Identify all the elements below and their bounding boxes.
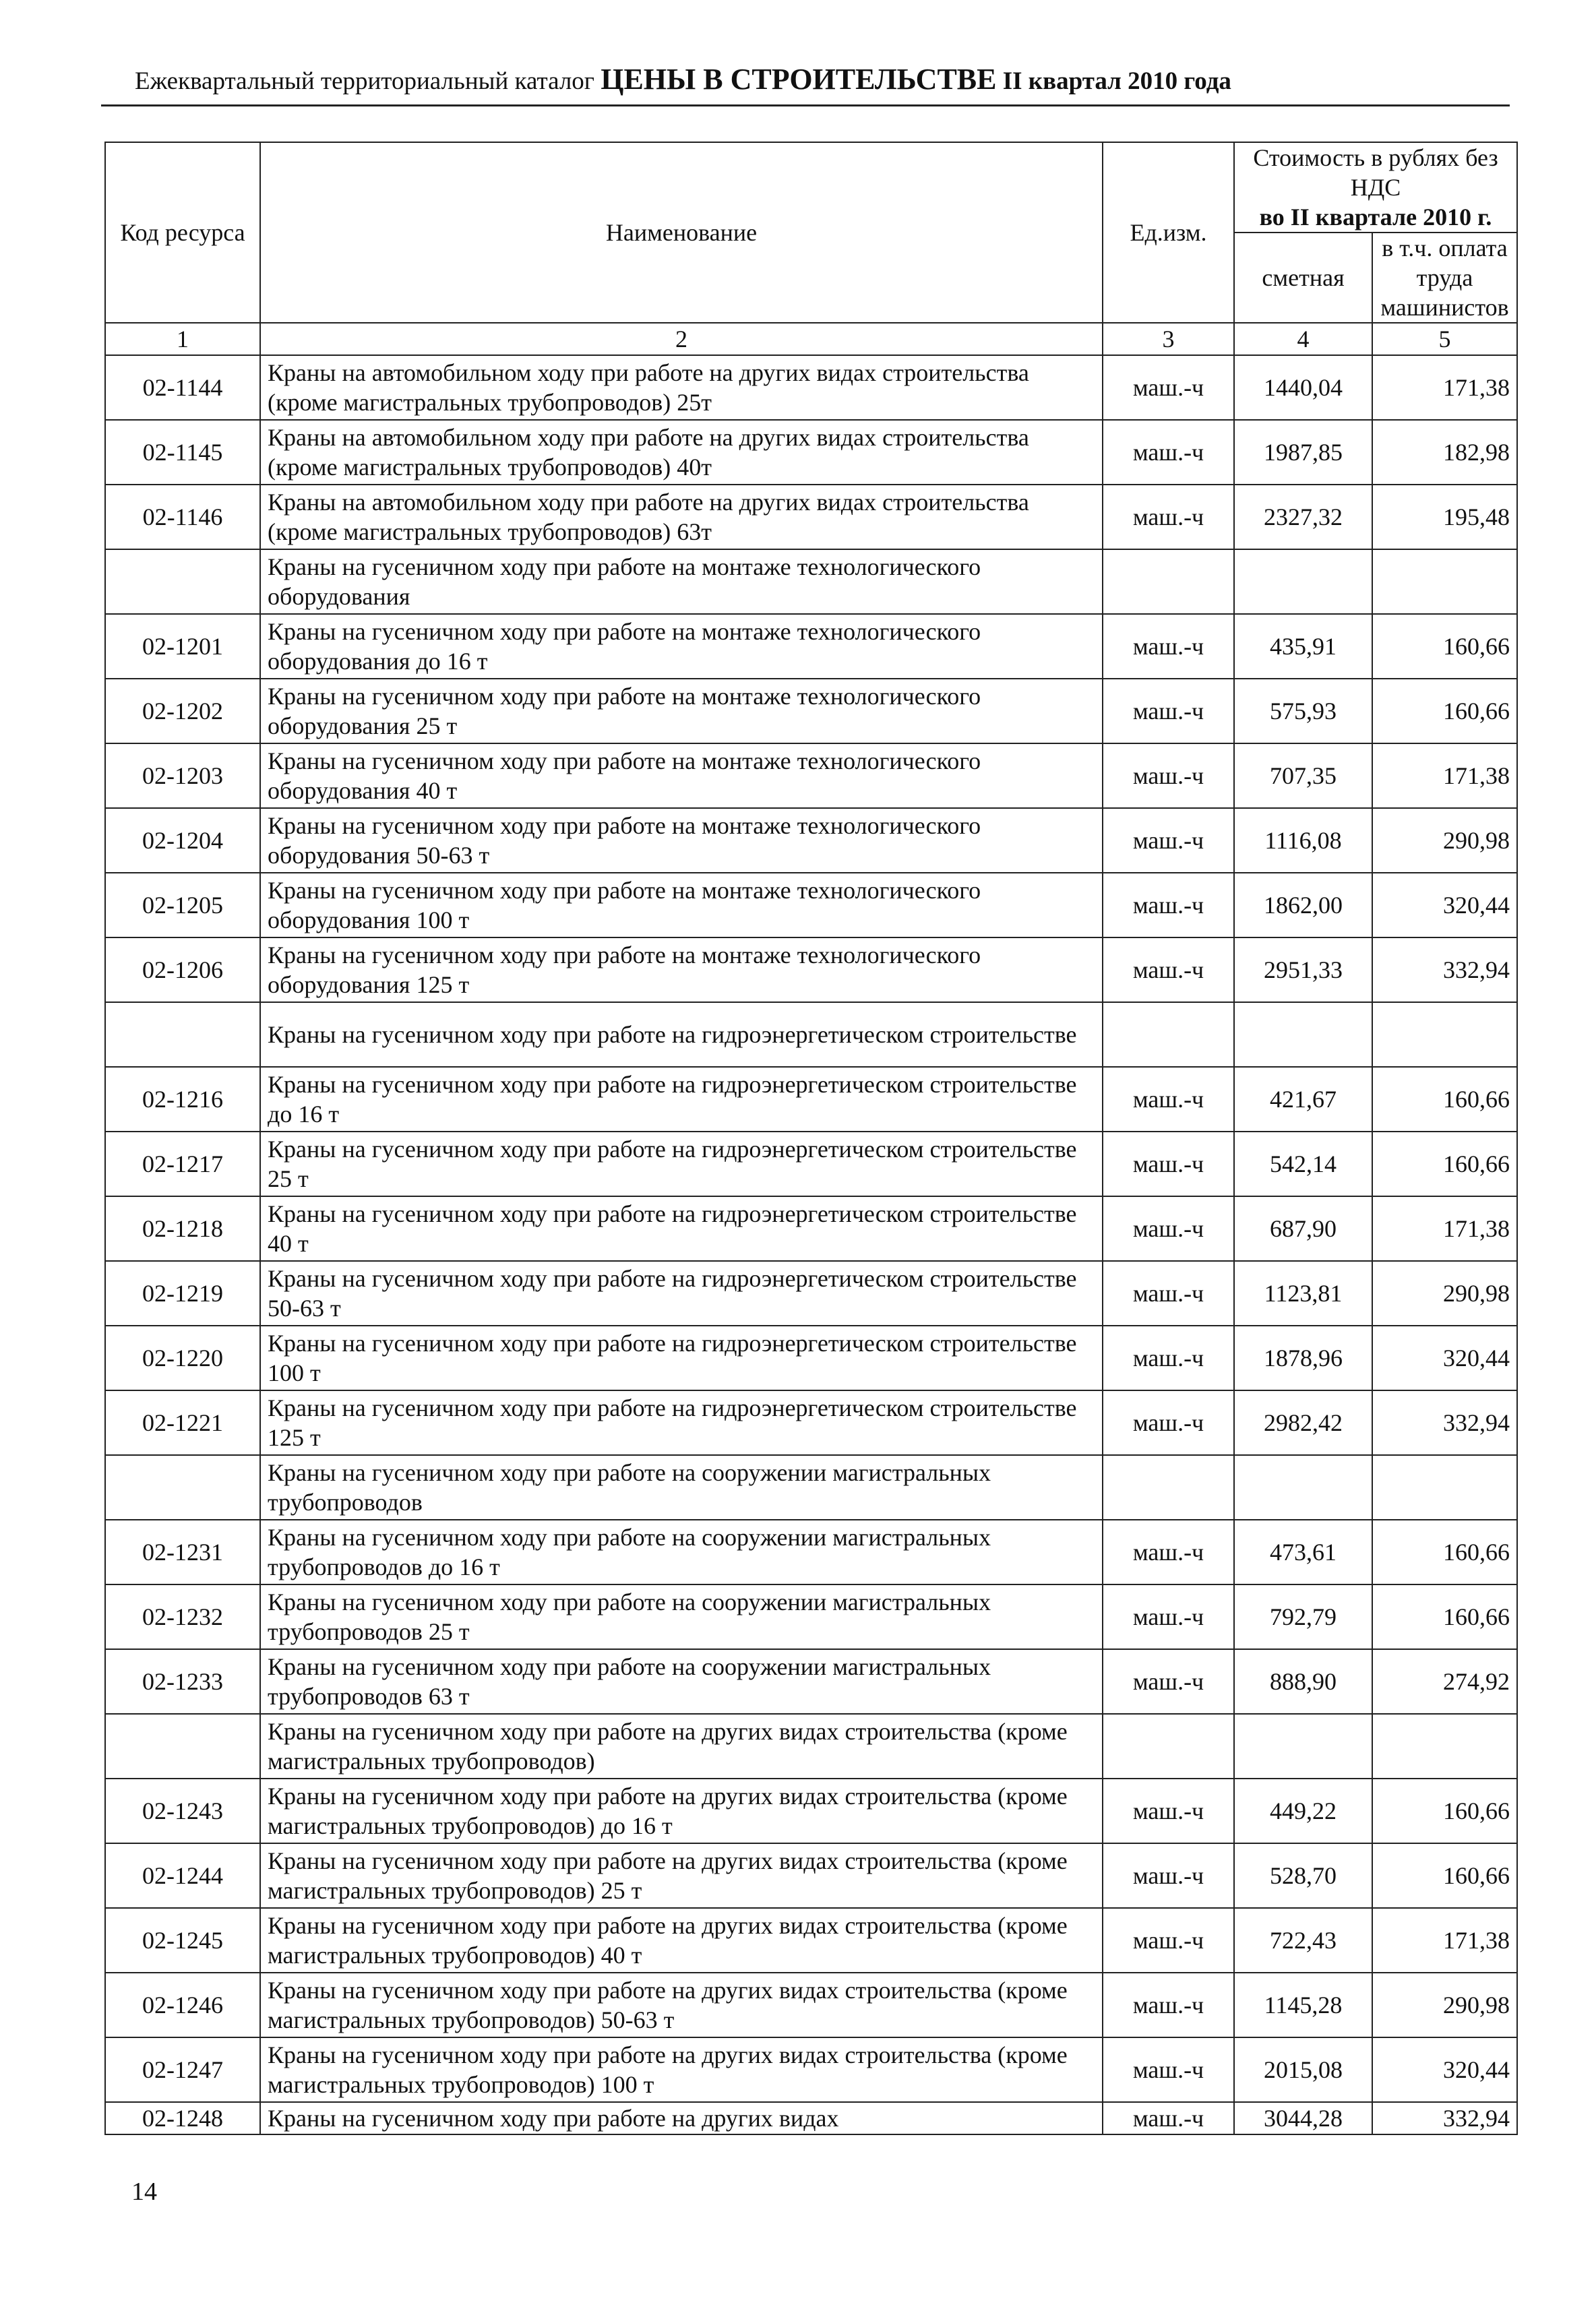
estimate-price-cell: 722,43 bbox=[1234, 1908, 1372, 1973]
labor-cost-cell: 171,38 bbox=[1372, 743, 1517, 808]
resource-name-cell: Краны на автомобильном ходу при работе на других видах строительства (кроме магистральных трубопроводов) 40т bbox=[260, 420, 1103, 485]
table-row bbox=[105, 1779, 1517, 1843]
labor-cost-cell: 290,98 bbox=[1372, 808, 1517, 873]
resource-code-cell: 02-1232 bbox=[105, 1584, 260, 1649]
column-header-code: Код ресурса bbox=[105, 142, 260, 323]
column-number: 5 bbox=[1372, 323, 1517, 355]
resource-code-cell: 02-1201 bbox=[105, 614, 260, 679]
estimate-price-cell: 1123,81 bbox=[1234, 1261, 1372, 1326]
unit-cell: маш.-ч bbox=[1103, 1843, 1234, 1908]
resource-code-cell bbox=[105, 1002, 260, 1067]
resource-code-cell: 02-1204 bbox=[105, 808, 260, 873]
labor-cost-cell: 290,98 bbox=[1372, 1261, 1517, 1326]
resource-name-cell: Краны на гусеничном ходу при работе на других видах строительства (кроме магистральных трубопроводов) 100 т bbox=[260, 2037, 1103, 2102]
labor-cost-cell: 274,92 bbox=[1372, 1649, 1517, 1714]
resource-code-cell: 02-1202 bbox=[105, 679, 260, 743]
estimate-price-cell: 1116,08 bbox=[1234, 808, 1372, 873]
section-heading-row bbox=[105, 1714, 1517, 1779]
estimate-price-cell bbox=[1234, 1002, 1372, 1067]
resource-name-cell: Краны на гусеничном ходу при работе на гидроэнергетическом строительстве 25 т bbox=[260, 1132, 1103, 1196]
resource-name-cell: Краны на гусеничном ходу при работе на монтаже технологического оборудования 100 т bbox=[260, 873, 1103, 937]
unit-cell: маш.-ч bbox=[1103, 1261, 1234, 1326]
column-number: 4 bbox=[1234, 323, 1372, 355]
table-row bbox=[105, 1584, 1517, 1649]
price-table bbox=[104, 142, 1518, 2135]
labor-cost-cell bbox=[1372, 1455, 1517, 1520]
unit-cell bbox=[1103, 1714, 1234, 1779]
column-number: 3 bbox=[1103, 323, 1234, 355]
table-row bbox=[105, 1908, 1517, 1973]
section-heading-row bbox=[105, 1455, 1517, 1520]
resource-code-cell: 02-1233 bbox=[105, 1649, 260, 1714]
table-row bbox=[105, 937, 1517, 1002]
resource-name-cell: Краны на гусеничном ходу при работе на гидроэнергетическом строительстве 125 т bbox=[260, 1390, 1103, 1455]
labor-cost-cell: 332,94 bbox=[1372, 937, 1517, 1002]
resource-code-cell: 02-1203 bbox=[105, 743, 260, 808]
unit-cell: маш.-ч bbox=[1103, 485, 1234, 549]
table-row bbox=[105, 2037, 1517, 2102]
estimate-price-cell: 473,61 bbox=[1234, 1520, 1372, 1584]
labor-cost-cell: 290,98 bbox=[1372, 1973, 1517, 2037]
estimate-price-cell: 2951,33 bbox=[1234, 937, 1372, 1002]
resource-code-cell: 02-1246 bbox=[105, 1973, 260, 2037]
labor-cost-cell bbox=[1372, 549, 1517, 614]
estimate-price-cell bbox=[1234, 1714, 1372, 1779]
unit-cell: маш.-ч bbox=[1103, 1390, 1234, 1455]
unit-cell: маш.-ч bbox=[1103, 679, 1234, 743]
unit-cell: маш.-ч bbox=[1103, 873, 1234, 937]
resource-name-cell: Краны на автомобильном ходу при работе на других видах строительства (кроме магистральных трубопроводов) 63т bbox=[260, 485, 1103, 549]
column-header-estimate: сметная bbox=[1234, 233, 1372, 323]
estimate-price-cell: 421,67 bbox=[1234, 1067, 1372, 1132]
column-header-cost-group bbox=[1234, 142, 1517, 233]
estimate-price-cell: 575,93 bbox=[1234, 679, 1372, 743]
estimate-price-cell: 3044,28 bbox=[1234, 2102, 1372, 2134]
resource-code-cell: 02-1248 bbox=[105, 2102, 260, 2134]
estimate-price-cell: 1145,28 bbox=[1234, 1973, 1372, 2037]
labor-cost-cell: 171,38 bbox=[1372, 1196, 1517, 1261]
resource-code-cell: 02-1244 bbox=[105, 1843, 260, 1908]
cost-group-caption: Стоимость в рублях без НДС bbox=[1253, 144, 1498, 201]
cost-group-period: во II квартале 2010 г. bbox=[1259, 204, 1492, 230]
unit-cell: маш.-ч bbox=[1103, 1326, 1234, 1390]
unit-cell: маш.-ч bbox=[1103, 937, 1234, 1002]
table-row bbox=[105, 743, 1517, 808]
labor-cost-cell: 160,66 bbox=[1372, 1584, 1517, 1649]
resource-code-cell bbox=[105, 1714, 260, 1779]
table-row bbox=[105, 355, 1517, 420]
resource-code-cell: 02-1231 bbox=[105, 1520, 260, 1584]
resource-name-cell: Краны на гусеничном ходу при работе на других видах строительства (кроме магистральных трубопроводов) bbox=[260, 1714, 1103, 1779]
column-number: 1 bbox=[105, 323, 260, 355]
resource-code-cell: 02-1219 bbox=[105, 1261, 260, 1326]
labor-cost-cell bbox=[1372, 1714, 1517, 1779]
resource-name-cell: Краны на гусеничном ходу при работе на монтаже технологического оборудования 25 т bbox=[260, 679, 1103, 743]
estimate-price-cell bbox=[1234, 549, 1372, 614]
unit-cell: маш.-ч bbox=[1103, 1779, 1234, 1843]
resource-name-cell: Краны на гусеничном ходу при работе на сооружении магистральных трубопроводов bbox=[260, 1455, 1103, 1520]
resource-code-cell: 02-1146 bbox=[105, 485, 260, 549]
resource-name-cell: Краны на гусеничном ходу при работе на монтаже технологического оборудования bbox=[260, 549, 1103, 614]
table-row bbox=[105, 1973, 1517, 2037]
resource-code-cell bbox=[105, 1455, 260, 1520]
estimate-price-cell: 449,22 bbox=[1234, 1779, 1372, 1843]
table-row bbox=[105, 873, 1517, 937]
estimate-price-cell: 687,90 bbox=[1234, 1196, 1372, 1261]
table-row bbox=[105, 485, 1517, 549]
section-heading-row bbox=[105, 549, 1517, 614]
labor-cost-cell: 160,66 bbox=[1372, 614, 1517, 679]
labor-cost-cell: 160,66 bbox=[1372, 1520, 1517, 1584]
resource-name-cell: Краны на гусеничном ходу при работе на других видах строительства (кроме магистральных трубопроводов) 25 т bbox=[260, 1843, 1103, 1908]
page-header bbox=[135, 62, 1456, 96]
header-divider bbox=[101, 104, 1510, 106]
resource-name-cell: Краны на гусеничном ходу при работе на других видах строительства (кроме магистральных трубопроводов) 50-63 т bbox=[260, 1973, 1103, 2037]
unit-cell bbox=[1103, 1002, 1234, 1067]
page-number: 14 bbox=[131, 2178, 157, 2206]
labor-cost-cell: 320,44 bbox=[1372, 2037, 1517, 2102]
unit-cell: маш.-ч bbox=[1103, 1584, 1234, 1649]
resource-code-cell: 02-1205 bbox=[105, 873, 260, 937]
estimate-price-cell: 2327,32 bbox=[1234, 485, 1372, 549]
resource-name-cell: Краны на гусеничном ходу при работе на других видах строительства (кроме магистральных трубопроводов) до 16 т bbox=[260, 1779, 1103, 1843]
labor-cost-cell: 171,38 bbox=[1372, 355, 1517, 420]
estimate-price-cell: 792,79 bbox=[1234, 1584, 1372, 1649]
resource-code-cell: 02-1221 bbox=[105, 1390, 260, 1455]
unit-cell: маш.-ч bbox=[1103, 614, 1234, 679]
labor-cost-cell: 332,94 bbox=[1372, 2102, 1517, 2134]
resource-name-cell: Краны на гусеничном ходу при работе на сооружении магистральных трубопроводов 25 т bbox=[260, 1584, 1103, 1649]
resource-name-cell: Краны на гусеничном ходу при работе на других видах bbox=[260, 2102, 1103, 2134]
table-row bbox=[105, 1843, 1517, 1908]
table-row bbox=[105, 1261, 1517, 1326]
table-row bbox=[105, 1649, 1517, 1714]
labor-cost-cell: 182,98 bbox=[1372, 420, 1517, 485]
section-heading-row bbox=[105, 1002, 1517, 1067]
estimate-price-cell: 435,91 bbox=[1234, 614, 1372, 679]
labor-cost-cell: 320,44 bbox=[1372, 873, 1517, 937]
unit-cell: маш.-ч bbox=[1103, 808, 1234, 873]
unit-cell: маш.-ч bbox=[1103, 355, 1234, 420]
resource-code-cell: 02-1247 bbox=[105, 2037, 260, 2102]
resource-name-cell: Краны на гусеничном ходу при работе на гидроэнергетическом строительстве до 16 т bbox=[260, 1067, 1103, 1132]
estimate-price-cell: 528,70 bbox=[1234, 1843, 1372, 1908]
resource-code-cell: 02-1206 bbox=[105, 937, 260, 1002]
unit-cell bbox=[1103, 1455, 1234, 1520]
resource-code-cell: 02-1218 bbox=[105, 1196, 260, 1261]
unit-cell: маш.-ч bbox=[1103, 1132, 1234, 1196]
resource-name-cell: Краны на гусеничном ходу при работе на других видах строительства (кроме магистральных трубопроводов) 40 т bbox=[260, 1908, 1103, 1973]
resource-name-cell: Краны на гусеничном ходу при работе на гидроэнергетическом строительстве bbox=[260, 1002, 1103, 1067]
column-number: 2 bbox=[260, 323, 1103, 355]
estimate-price-cell: 888,90 bbox=[1234, 1649, 1372, 1714]
catalog-title: Ежеквартальный территориальный каталог bbox=[135, 67, 594, 95]
table-row bbox=[105, 1132, 1517, 1196]
column-header-name: Наименование bbox=[260, 142, 1103, 323]
estimate-price-cell: 1878,96 bbox=[1234, 1326, 1372, 1390]
labor-cost-cell: 160,66 bbox=[1372, 1779, 1517, 1843]
estimate-price-cell: 1987,85 bbox=[1234, 420, 1372, 485]
catalog-period: II квартал 2010 года bbox=[1002, 67, 1231, 95]
resource-code-cell: 02-1245 bbox=[105, 1908, 260, 1973]
resource-code-cell: 02-1217 bbox=[105, 1132, 260, 1196]
labor-cost-cell: 320,44 bbox=[1372, 1326, 1517, 1390]
resource-name-cell: Краны на гусеничном ходу при работе на монтаже технологического оборудования до 16 т bbox=[260, 614, 1103, 679]
resource-name-cell: Краны на гусеничном ходу при работе на монтаже технологического оборудования 40 т bbox=[260, 743, 1103, 808]
column-header-labor: в т.ч. оплата труда машинистов bbox=[1372, 233, 1517, 323]
resource-code-cell: 02-1216 bbox=[105, 1067, 260, 1132]
estimate-price-cell: 707,35 bbox=[1234, 743, 1372, 808]
estimate-price-cell: 2015,08 bbox=[1234, 2037, 1372, 2102]
table-row bbox=[105, 1326, 1517, 1390]
labor-cost-cell: 160,66 bbox=[1372, 1067, 1517, 1132]
resource-code-cell: 02-1145 bbox=[105, 420, 260, 485]
unit-cell bbox=[1103, 549, 1234, 614]
estimate-price-cell bbox=[1234, 1455, 1372, 1520]
unit-cell: маш.-ч bbox=[1103, 420, 1234, 485]
labor-cost-cell: 195,48 bbox=[1372, 485, 1517, 549]
table-row bbox=[105, 1520, 1517, 1584]
resource-code-cell: 02-1243 bbox=[105, 1779, 260, 1843]
table-body bbox=[105, 355, 1517, 2134]
table-row bbox=[105, 679, 1517, 743]
unit-cell: маш.-ч bbox=[1103, 1908, 1234, 1973]
resource-name-cell: Краны на гусеничном ходу при работе на гидроэнергетическом строительстве 50-63 т bbox=[260, 1261, 1103, 1326]
estimate-price-cell: 1440,04 bbox=[1234, 355, 1372, 420]
resource-name-cell: Краны на автомобильном ходу при работе на других видах строительства (кроме магистральных трубопроводов) 25т bbox=[260, 355, 1103, 420]
unit-cell: маш.-ч bbox=[1103, 1973, 1234, 2037]
unit-cell: маш.-ч bbox=[1103, 2037, 1234, 2102]
table-header bbox=[105, 142, 1517, 355]
table-row bbox=[105, 614, 1517, 679]
labor-cost-cell: 171,38 bbox=[1372, 1908, 1517, 1973]
labor-cost-cell: 160,66 bbox=[1372, 679, 1517, 743]
column-header-unit: Ед.изм. bbox=[1103, 142, 1234, 323]
labor-cost-cell: 160,66 bbox=[1372, 1132, 1517, 1196]
labor-cost-cell: 332,94 bbox=[1372, 1390, 1517, 1455]
resource-name-cell: Краны на гусеничном ходу при работе на монтаже технологического оборудования 50-63 т bbox=[260, 808, 1103, 873]
table-row bbox=[105, 420, 1517, 485]
resource-code-cell: 02-1220 bbox=[105, 1326, 260, 1390]
unit-cell: маш.-ч bbox=[1103, 1196, 1234, 1261]
unit-cell: маш.-ч bbox=[1103, 1649, 1234, 1714]
unit-cell: маш.-ч bbox=[1103, 1067, 1234, 1132]
unit-cell: маш.-ч bbox=[1103, 2102, 1234, 2134]
resource-name-cell: Краны на гусеничном ходу при работе на гидроэнергетическом строительстве 40 т bbox=[260, 1196, 1103, 1261]
table-row bbox=[105, 1390, 1517, 1455]
resource-name-cell: Краны на гусеничном ходу при работе на гидроэнергетическом строительстве 100 т bbox=[260, 1326, 1103, 1390]
resource-name-cell: Краны на гусеничном ходу при работе на сооружении магистральных трубопроводов до 16 т bbox=[260, 1520, 1103, 1584]
table-row bbox=[105, 1196, 1517, 1261]
table-row bbox=[105, 2102, 1517, 2134]
unit-cell: маш.-ч bbox=[1103, 743, 1234, 808]
resource-name-cell: Краны на гусеничном ходу при работе на монтаже технологического оборудования 125 т bbox=[260, 937, 1103, 1002]
table-row bbox=[105, 1067, 1517, 1132]
estimate-price-cell: 1862,00 bbox=[1234, 873, 1372, 937]
labor-cost-cell: 160,66 bbox=[1372, 1843, 1517, 1908]
estimate-price-cell: 2982,42 bbox=[1234, 1390, 1372, 1455]
estimate-price-cell: 542,14 bbox=[1234, 1132, 1372, 1196]
resource-code-cell bbox=[105, 549, 260, 614]
resource-name-cell: Краны на гусеничном ходу при работе на сооружении магистральных трубопроводов 63 т bbox=[260, 1649, 1103, 1714]
resource-code-cell: 02-1144 bbox=[105, 355, 260, 420]
labor-cost-cell bbox=[1372, 1002, 1517, 1067]
catalog-highlight: ЦЕНЫ В СТРОИТЕЛЬСТВЕ bbox=[601, 63, 997, 96]
unit-cell: маш.-ч bbox=[1103, 1520, 1234, 1584]
table-row bbox=[105, 808, 1517, 873]
column-numbers-row bbox=[105, 323, 1517, 355]
